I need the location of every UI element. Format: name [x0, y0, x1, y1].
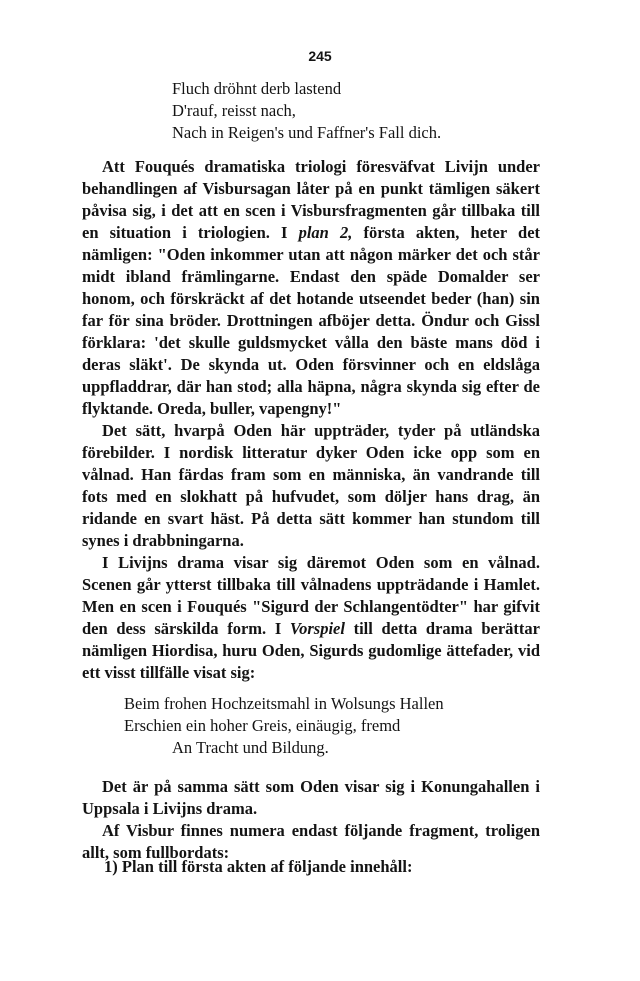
verse-line: Erschien ein hoher Greis, einäugig, fremd [124, 716, 401, 735]
paragraph-fouque-triology: Att Fouqués dramatiska triologi föresväfvat Livijn under behandlingen af Visbursagan låter på en punkt tämligen säkert påvisa sig, i det att en scen i Visbursfragmenten går tillbaka till en situation i triologien. I plan 2, första akten, heter det nämligen: "Oden inkommer utan att någon märker det och står midt ibland främlingarne. Endast den späde Domalder ser honom, och förskräckt af det hotande utseendet beder (han) sin far för sina bröder. Drottningen afböjer detta. Öndur och Gissl förklara: 'det skulle guldsmycket vålla den bäste mans död i deras släkt'. De skynda ut. Oden försvinner och en eldslåga uppfladdrar, där han stod; alla häpna, några skynda sig efter de flyktande. Oreda, buller, vapengny!" [82, 157, 541, 418]
paragraph-vorspiel: I Livijns drama visar sig däremot Oden som en vålnad. Scenen går ytterst tillbaka till vålnadens uppträdande i Hamlet. Men en scen i Fouqués "Sigurd der Schlangentödter" har gifvit den dess särskilda form. I Vorspiel till detta drama berättar nämligen Hiordisa, huru Oden, Sigurds gudomlige ättefader, vid ett visst tillfälle visat sig: [82, 553, 540, 682]
paragraph-visbur-fragment: Af Visbur finnes numera endast följande fragment, troligen allt, som fullbordats: [82, 821, 540, 862]
page-number: 245 [308, 48, 332, 64]
verse-line: Beim frohen Hochzeitsmahl in Wolsungs Hallen [124, 694, 444, 713]
body-text-lower [82, 776, 540, 864]
verse-line: Nach in Reigen's und Faffner's Fall dich. [172, 123, 442, 142]
paragraph-odens-appearance: Det sätt, hvarpå Oden här uppträder, tyder på utländska förebilder. I nordisk litteratur dyker Oden icke opp som en vålnad. Han färdas fram som en människa, än vandrande till fots med en slokhatt på hufvudet, som döljer hans drag, än ridande en svart häst. På detta sätt kommer han stundom till synes i drabbningarna. [82, 421, 540, 550]
paragraph-konungahallen: Det är på samma sätt som Oden visar sig i Konungahallen i Uppsala i Livijns drama. [82, 777, 540, 818]
verse-line: An Tracht und Bildung. [172, 738, 329, 757]
german-verse-quote [172, 78, 441, 144]
german-verse-quote-2 [124, 693, 444, 759]
verse-line: Fluch dröhnt derb lastend [172, 79, 342, 98]
fragment-list-item: 1) Plan till första akten af följande innehåll: [104, 857, 413, 876]
body-text-upper [82, 156, 540, 684]
verse-line: D'rauf, reisst nach, [172, 101, 296, 120]
